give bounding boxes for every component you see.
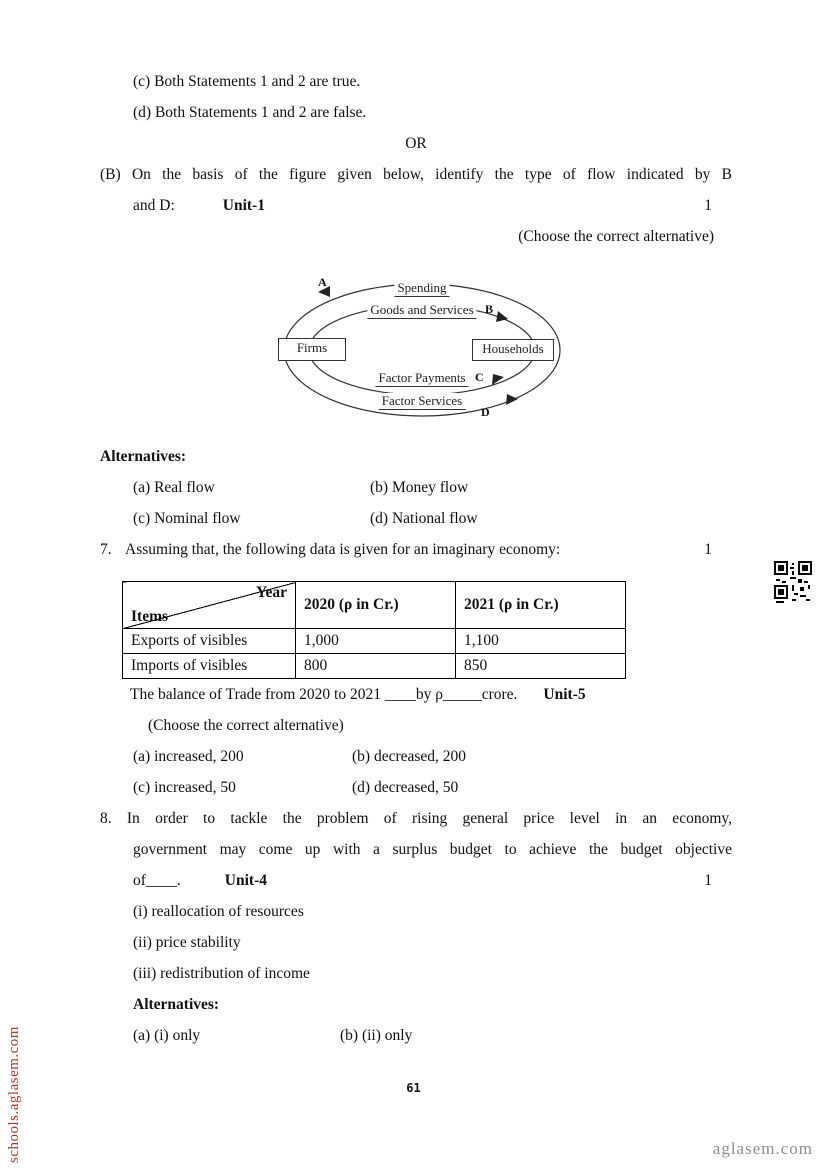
q6b-options-row-1 xyxy=(100,472,732,503)
q7-option-c: (c) increased, 50 xyxy=(133,779,236,796)
diagram-marker-d: D xyxy=(481,405,490,419)
table-cell-2021: 850 xyxy=(456,654,626,679)
q8-option-a: (a) (i) only xyxy=(133,1027,201,1044)
table-cell-item: Imports of visibles xyxy=(123,654,296,679)
diagram-marker-a: A xyxy=(318,275,327,289)
q7-statement xyxy=(100,679,732,710)
q7-option-a: (a) increased, 200 xyxy=(133,748,244,765)
q7-option-d: (d) decreased, 50 xyxy=(352,779,459,796)
table-cell-2020: 800 xyxy=(296,654,456,679)
q6b-stem-line2 xyxy=(100,190,732,221)
q8-item-ii: (ii) price stability xyxy=(133,934,241,951)
q6b-stem-line1: (B) On the basis of the figure given below, identify the type of flow indicated by B xyxy=(100,166,732,183)
q8-stem-line2: government may come up with a surplus budget to achieve the budget objective xyxy=(133,841,732,858)
q8-marks: 1 xyxy=(704,872,712,889)
table-corner-cell xyxy=(123,582,296,629)
q7-statement-text: The balance of Trade from 2020 to 2021 ____by ρ_____crore. xyxy=(130,686,518,703)
corner-label-year: Year xyxy=(256,584,287,601)
q8-unit-tag: Unit-4 xyxy=(224,872,267,889)
q6b-option-c: (c) Nominal flow xyxy=(133,510,241,527)
q6b-alternatives-heading: Alternatives: xyxy=(100,448,187,465)
side-watermark: schools.aglasem.com xyxy=(6,1026,22,1163)
table-header-row xyxy=(123,582,626,629)
table-cell-item: Exports of visibles xyxy=(123,629,296,654)
q7-data-table xyxy=(122,581,626,679)
flow-label-goods-services: Goods and Services xyxy=(367,302,476,319)
q6b-option-d: (d) National flow xyxy=(370,510,478,527)
table-col-2020: 2020 (ρ in Cr.) xyxy=(296,582,456,629)
q7-marks: 1 xyxy=(704,541,712,558)
table-cell-2020: 1,000 xyxy=(296,629,456,654)
q6b-stem-line2-text: and D: xyxy=(133,197,175,214)
q8-item-i: (i) reallocation of resources xyxy=(133,903,304,920)
flow-arrow-d xyxy=(506,394,518,405)
footer-watermark: aglasem.com xyxy=(712,1139,813,1158)
q6-option-d: (d) Both Statements 1 and 2 are false. xyxy=(133,104,367,121)
table-row xyxy=(123,654,626,679)
q6-option-c: (c) Both Statements 1 and 2 are true. xyxy=(133,73,361,90)
table-col-2021: 2021 (ρ in Cr.) xyxy=(456,582,626,629)
q7-number: 7. xyxy=(100,541,112,558)
q8-stem-line1: 8. In order to tackle the problem of rising general price level in an economy, xyxy=(100,810,732,827)
or-separator: OR xyxy=(405,135,427,152)
q6b-option-a: (a) Real flow xyxy=(133,479,215,496)
q6b-option-b: (b) Money flow xyxy=(370,479,469,496)
q7-stem-text: Assuming that, the following data is given for an imaginary economy: xyxy=(125,541,561,558)
q7-instruction: (Choose the correct alternative) xyxy=(148,717,344,734)
q7-option-b: (b) decreased, 200 xyxy=(352,748,467,765)
corner-label-items: Items xyxy=(131,608,169,625)
diagram-marker-c: C xyxy=(475,370,484,384)
diagram-marker-b: B xyxy=(485,302,494,316)
q6b-options-row-2 xyxy=(100,503,732,534)
firms-box: Firms xyxy=(278,338,346,361)
table-row xyxy=(123,629,626,654)
households-box: Households xyxy=(472,339,554,361)
q7-options-row-2 xyxy=(100,772,732,803)
q8-alternatives-heading: Alternatives: xyxy=(133,996,220,1013)
exam-page-content xyxy=(100,66,732,1051)
q7-options-row-1 xyxy=(100,741,732,772)
q7-stem xyxy=(100,534,732,565)
q8-options-row-1 xyxy=(100,1020,732,1051)
q8-stem-line3 xyxy=(100,865,732,896)
q7-unit-tag: Unit-5 xyxy=(543,686,586,703)
q8-item-iii: (iii) redistribution of income xyxy=(133,965,310,982)
q8-stem-line3-text: of____. xyxy=(133,872,181,889)
flow-label-factor-services: Factor Services xyxy=(379,393,466,410)
flow-label-spending: Spending xyxy=(394,280,449,297)
circular-flow-diagram xyxy=(272,276,572,424)
q6b-instruction: (Choose the correct alternative) xyxy=(518,228,714,245)
table-cell-2021: 1,100 xyxy=(456,629,626,654)
q6b-unit-tag: Unit-1 xyxy=(222,197,265,214)
q6b-marks: 1 xyxy=(704,197,712,214)
q8-option-b: (b) (ii) only xyxy=(340,1027,413,1044)
flow-label-factor-payments: Factor Payments xyxy=(375,370,468,387)
qr-code xyxy=(774,561,812,603)
page-number: 61 xyxy=(406,1081,421,1095)
